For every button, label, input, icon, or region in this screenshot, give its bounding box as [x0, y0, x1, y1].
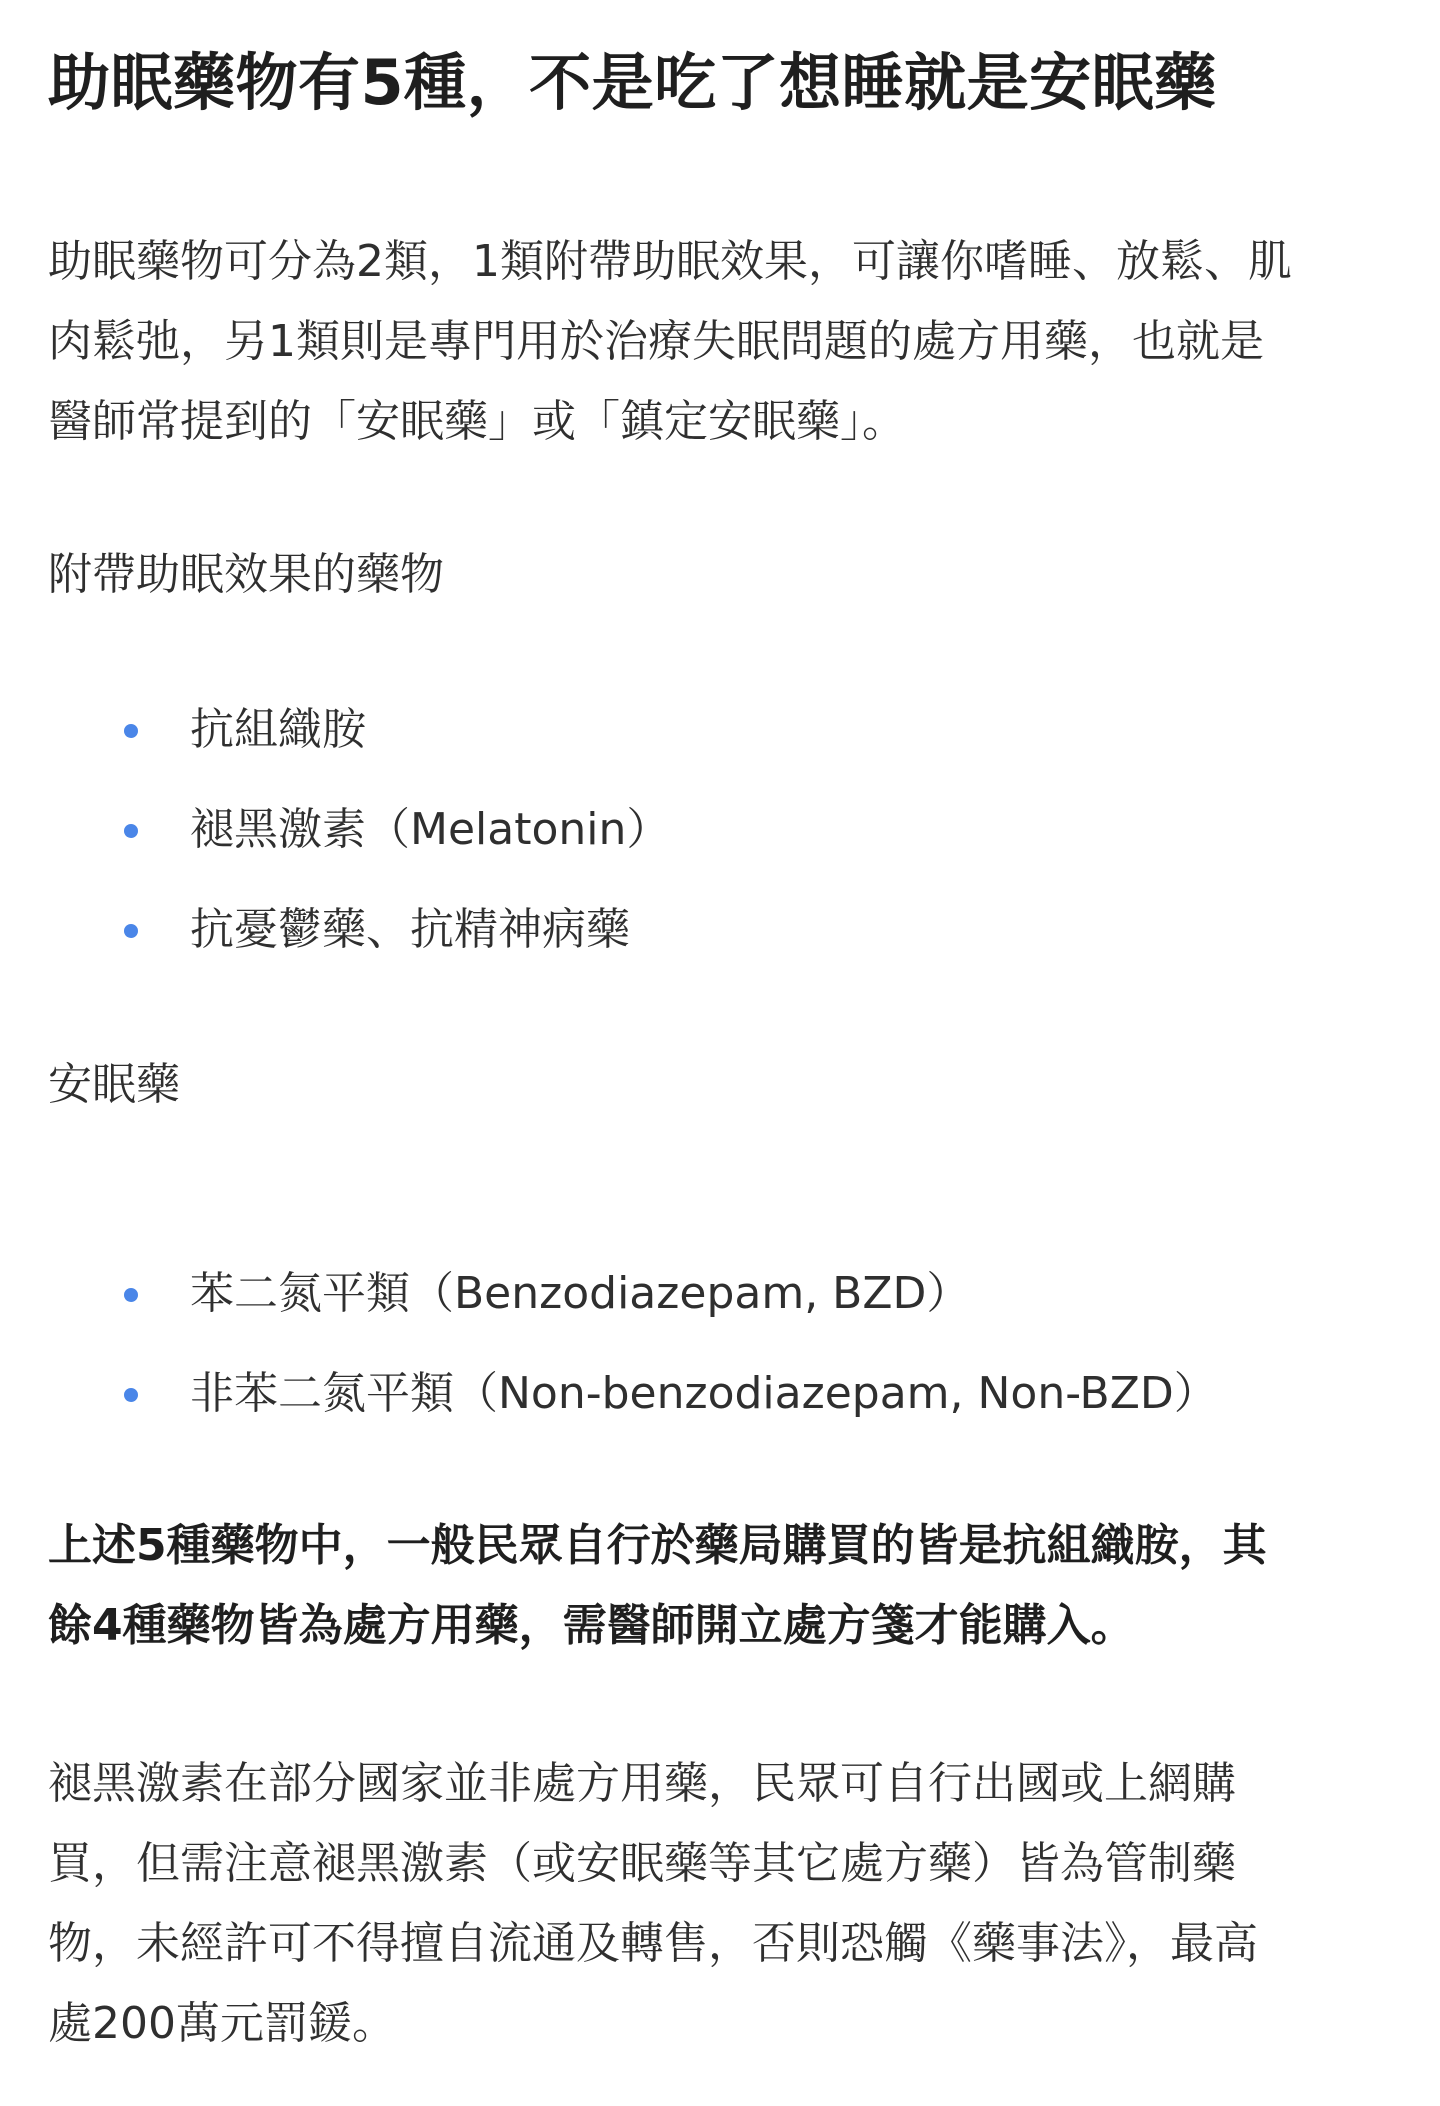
note-line: 處200萬元罰鍰。	[48, 1998, 396, 2049]
list-item-text: 褪黑激素（Melatonin）	[190, 804, 671, 855]
note-line: 買，但需注意褪黑激素（或安眠藥等其它處方藥）皆為管制藥	[48, 1838, 1236, 1889]
intro-line: 肉鬆弛，另1類則是專門用於治療失眠問題的處方用藥，也就是	[48, 316, 1264, 367]
bullet-dot-icon	[124, 724, 138, 738]
note-line: 物，未經許可不得擅自流通及轉售，否則恐觸《藥事法》，最高	[48, 1918, 1258, 1969]
summary-line: 餘4種藥物皆為處方用藥，需醫師開立處方箋才能購入。	[48, 1600, 1135, 1651]
list-item-text: 非苯二氮平類（Non-benzodiazepam, Non-BZD）	[190, 1368, 1218, 1419]
note-line: 褪黑激素在部分國家並非處方用藥，民眾可自行出國或上網購	[48, 1758, 1236, 1809]
bullet-dot-icon	[124, 1288, 138, 1302]
list-item-text: 抗憂鬱藥、抗精神病藥	[190, 904, 630, 955]
bullet-dot-icon	[124, 924, 138, 938]
section-heading-sleep-aids: 附帶助眠效果的藥物	[48, 549, 444, 600]
note-paragraph	[48, 1744, 1398, 2064]
summary-line: 上述5種藥物中，一般民眾自行於藥局購買的皆是抗組織胺，其	[48, 1520, 1267, 1571]
bullet-dot-icon	[124, 824, 138, 838]
list-item-text: 抗組織胺	[190, 704, 366, 755]
section-heading-hypnotics: 安眠藥	[48, 1059, 180, 1110]
intro-line: 助眠藥物可分為2類，1類附帶助眠效果，可讓你嗜睡、放鬆、肌	[48, 236, 1292, 287]
list-item-text: 苯二氮平類（Benzodiazepam, BZD）	[190, 1268, 971, 1319]
summary-paragraph	[48, 1506, 1398, 1666]
intro-paragraph	[48, 222, 1398, 462]
intro-line: 醫師常提到的「安眠藥」或「鎮定安眠藥」。	[48, 396, 906, 447]
article-title: 助眠藥物有5種，不是吃了想睡就是安眠藥	[48, 46, 1217, 119]
bullet-dot-icon	[124, 1388, 138, 1402]
